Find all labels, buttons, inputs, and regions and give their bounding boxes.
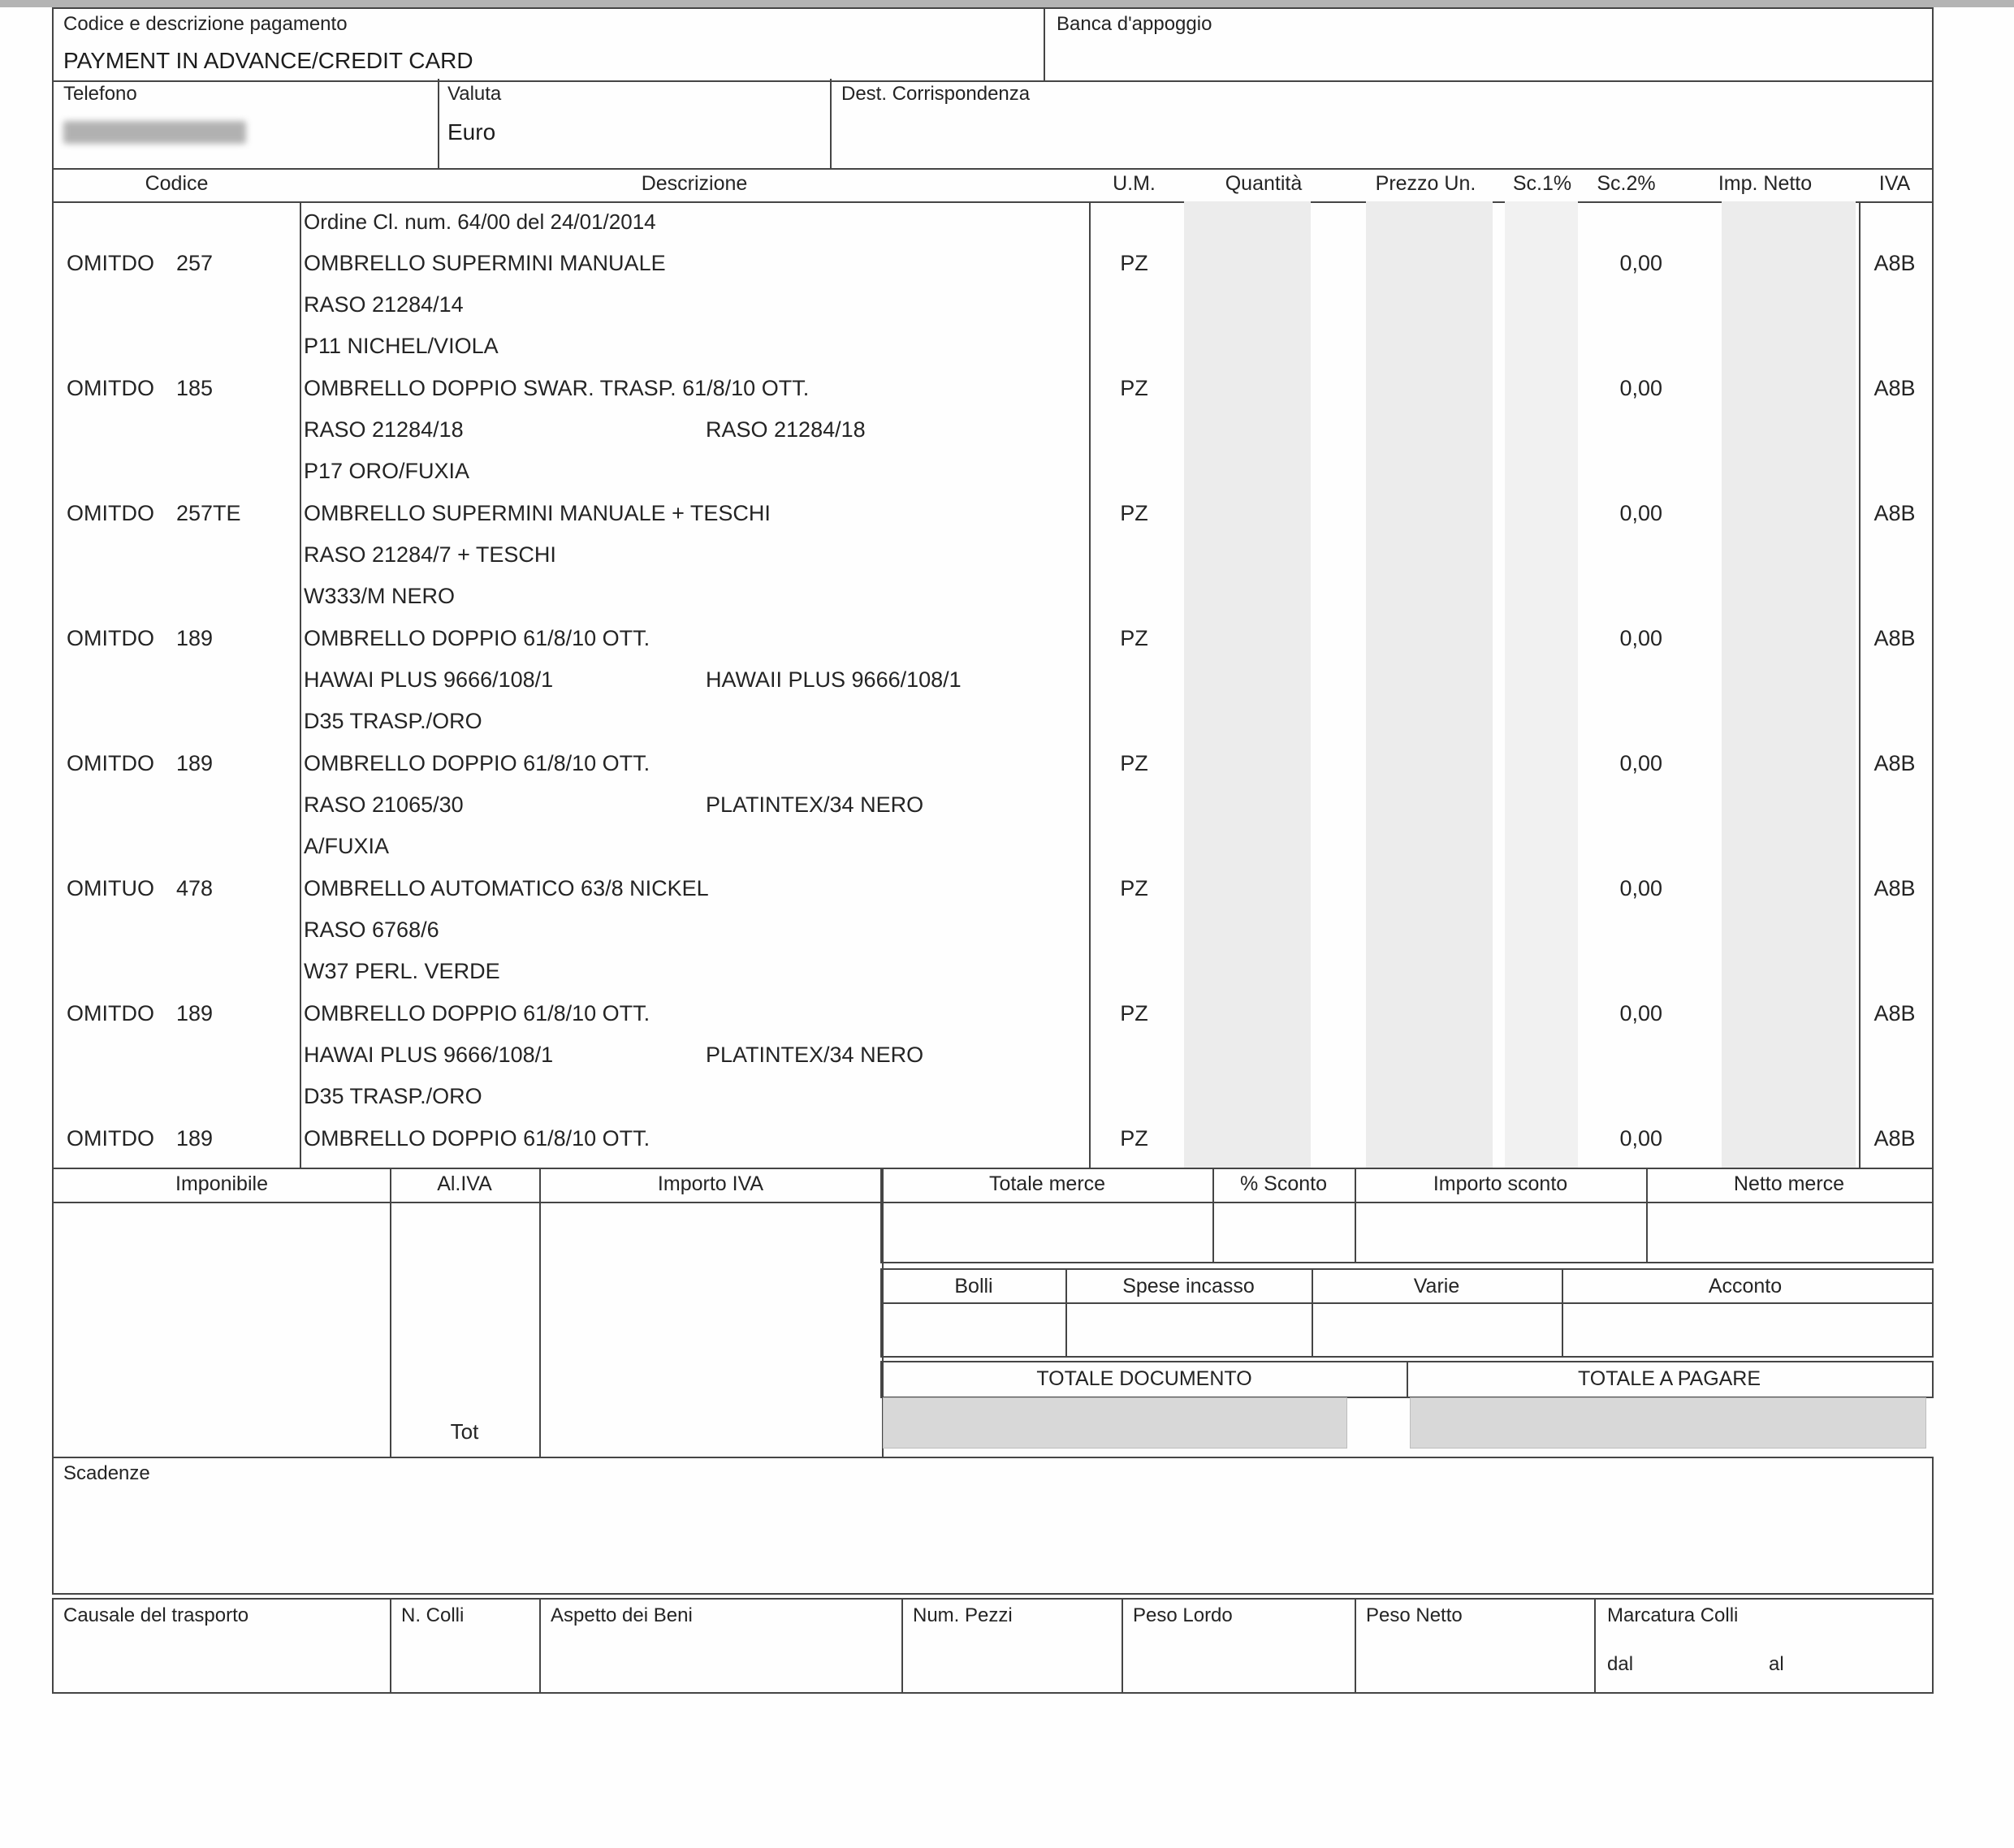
tot-label: Tot: [450, 1419, 479, 1444]
payment-value: PAYMENT IN ADVANCE/CREDIT CARD: [63, 48, 473, 73]
marcatura-label: Marcatura Colli: [1607, 1604, 1739, 1626]
item-iva: A8B: [1874, 251, 1916, 275]
item-um: PZ: [1120, 876, 1148, 900]
charges-row-header: [880, 1268, 1934, 1304]
column-header-imp-netto: Imp. Netto: [1718, 172, 1813, 195]
currency-value: Euro: [447, 119, 496, 145]
netto-merce-label: Netto merce: [1733, 1172, 1845, 1195]
item-iva: A8B: [1874, 751, 1916, 775]
footer-divider-5: [1355, 1600, 1356, 1692]
item-code: [67, 493, 298, 534]
charges-divider-2: [1312, 1270, 1313, 1302]
charges-divider-3: [1562, 1270, 1563, 1302]
causale-label: Causale del trasporto: [63, 1604, 249, 1626]
charges-val-divider-1: [1065, 1301, 1067, 1356]
currency-label: Valuta: [447, 83, 502, 105]
item-desc-line1: OMBRELLO SUPERMINI MANUALE: [304, 251, 666, 275]
payment-section: [54, 9, 1044, 80]
item-iva: A8B: [1874, 626, 1916, 650]
bolli-label: Bolli: [954, 1275, 993, 1297]
totale-documento-value-redacted: [883, 1397, 1347, 1449]
item-code: [67, 1118, 298, 1159]
item-description: [304, 993, 1087, 1117]
item-iva: A8B: [1874, 876, 1916, 900]
order-note: Ordine Cl. num. 64/00 del 24/01/2014: [304, 209, 656, 234]
item-description: [304, 1118, 1087, 1160]
totale-a-pagare-label: TOTALE A PAGARE: [1577, 1367, 1761, 1390]
item-code-number: 189: [176, 626, 214, 650]
item-code-prefix: OMITDO: [67, 501, 154, 525]
payment-header-box: [52, 7, 1934, 82]
item-description: [304, 868, 1087, 992]
item-code: [67, 868, 298, 909]
bank-section: [1045, 9, 1932, 80]
item-iva: A8B: [1874, 1001, 1916, 1025]
item-description: [304, 618, 1087, 742]
column-header-quantita: Quantità: [1225, 172, 1303, 195]
item-um: PZ: [1120, 376, 1148, 400]
charges-val-divider-2: [1312, 1301, 1313, 1356]
totals-row-values: [880, 1202, 1934, 1263]
item-code-prefix: OMITDO: [67, 251, 154, 275]
item-um: PZ: [1120, 251, 1148, 275]
item-desc-line3: W333/M NERO: [304, 584, 456, 608]
currency-correspondence-divider: [830, 79, 832, 168]
varie-label: Varie: [1413, 1275, 1460, 1297]
item-desc-line2: RASO 21284/18: [304, 417, 464, 442]
grand-total-header: [880, 1361, 1934, 1398]
acconto-label: Acconto: [1708, 1275, 1783, 1297]
items-rows: [54, 243, 1932, 1160]
item-description: [304, 368, 1087, 492]
totals-divider-1: [1212, 1168, 1214, 1202]
transport-footer-box: [52, 1598, 1934, 1694]
item-sc2: 0,00: [1619, 626, 1662, 650]
item-code-number: 478: [176, 876, 214, 900]
importo-iva-label: Importo IVA: [657, 1172, 764, 1195]
item-code-number: 257: [176, 251, 214, 275]
item-desc-line2: RASO 21284/7 + TESCHI: [304, 542, 556, 567]
column-header-codice: Codice: [145, 172, 209, 195]
item-sc2: 0,00: [1619, 751, 1662, 775]
bank-label: Banca d'appoggio: [1057, 13, 1212, 35]
footer-divider-6: [1594, 1600, 1596, 1692]
item-um: PZ: [1120, 751, 1148, 775]
item-code: [67, 618, 298, 659]
item-desc-line2-right: PLATINTEX/34 NERO: [706, 792, 924, 817]
item-code-number: 189: [176, 751, 214, 775]
column-header-um: U.M.: [1113, 172, 1156, 195]
charges-row-values: [880, 1301, 1934, 1358]
al-label: al: [1769, 1653, 1784, 1675]
pezzi-label: Num. Pezzi: [913, 1604, 1013, 1626]
item-desc-line1: OMBRELLO DOPPIO 61/8/10 OTT.: [304, 1001, 650, 1025]
item-desc-line3: D35 TRASP./ORO: [304, 1084, 482, 1108]
item-desc-line2-right: PLATINTEX/34 NERO: [706, 1043, 924, 1067]
totals-val-divider-1: [1212, 1202, 1214, 1262]
item-iva: A8B: [1874, 501, 1916, 525]
aliva-importoiva-divider: [539, 1168, 541, 1457]
phone-currency-divider: [438, 79, 439, 168]
spese-incasso-label: Spese incasso: [1122, 1275, 1255, 1297]
item-desc-line2: RASO 21284/14: [304, 292, 464, 317]
peso-lordo-label: Peso Lordo: [1133, 1604, 1233, 1626]
dal-label: dal: [1607, 1653, 1634, 1675]
item-desc-line2: HAWAI PLUS 9666/108/1: [304, 1043, 554, 1067]
item-desc-line2: HAWAI PLUS 9666/108/1: [304, 667, 554, 692]
column-header-prezzo-un: Prezzo Un.: [1375, 172, 1476, 195]
sconto-pct-label: % Sconto: [1239, 1172, 1327, 1195]
column-header-iva: IVA: [1878, 172, 1911, 195]
scadenze-label: Scadenze: [63, 1462, 150, 1484]
phone-value-redacted: [63, 121, 246, 144]
column-header-descrizione: Descrizione: [641, 172, 748, 195]
item-um: PZ: [1120, 501, 1148, 525]
grand-total-divider: [1407, 1362, 1408, 1397]
tax-summary-box: [52, 1168, 884, 1457]
item-description: [304, 493, 1087, 617]
item-desc-line2: RASO 21065/30: [304, 792, 464, 817]
item-code-prefix: OMITDO: [67, 1126, 154, 1151]
totals-divider-2: [1355, 1168, 1356, 1202]
item-desc-line2-right: HAWAII PLUS 9666/108/1: [706, 667, 962, 692]
item-code: [67, 743, 298, 784]
item-code: [67, 243, 298, 284]
totale-a-pagare-value-redacted: [1410, 1397, 1926, 1449]
item-desc-line1: OMBRELLO SUPERMINI MANUALE + TESCHI: [304, 501, 771, 525]
column-header-sc2: Sc.2%: [1597, 172, 1656, 195]
footer-divider-3: [901, 1600, 903, 1692]
colli-label: N. Colli: [401, 1604, 465, 1626]
item-um: PZ: [1120, 1126, 1148, 1151]
items-table-body: [52, 201, 1934, 1169]
footer-divider-1: [390, 1600, 391, 1692]
aliva-label: Al.IVA: [437, 1172, 492, 1195]
item-row: [54, 368, 1932, 493]
charges-divider-1: [1065, 1270, 1067, 1302]
item-row: [54, 868, 1932, 993]
totale-documento-label: TOTALE DOCUMENTO: [1036, 1367, 1252, 1390]
item-desc-line3: A/FUXIA: [304, 834, 390, 858]
totals-divider-3: [1646, 1168, 1648, 1202]
item-um: PZ: [1120, 1001, 1148, 1025]
contact-header-box: [52, 79, 1934, 170]
item-code-number: 189: [176, 1001, 214, 1025]
item-desc-line1: OMBRELLO DOPPIO 61/8/10 OTT.: [304, 1126, 650, 1151]
item-code-prefix: OMITDO: [67, 376, 154, 400]
item-description: [304, 243, 1087, 367]
item-sc2: 0,00: [1619, 876, 1662, 900]
peso-netto-label: Peso Netto: [1366, 1604, 1463, 1626]
totals-val-divider-2: [1355, 1202, 1356, 1262]
item-code-number: 189: [176, 1126, 214, 1151]
correspondence-label: Dest. Corrispondenza: [841, 83, 1031, 105]
item-description: [304, 743, 1087, 867]
column-header-sc1: Sc.1%: [1512, 172, 1572, 195]
aspetto-label: Aspetto dei Beni: [551, 1604, 693, 1626]
totals-row-header: [880, 1168, 1934, 1203]
item-sc2: 0,00: [1619, 1001, 1662, 1025]
phone-label: Telefono: [63, 83, 137, 105]
item-code: [67, 993, 298, 1034]
item-desc-line1: OMBRELLO DOPPIO SWAR. TRASP. 61/8/10 OTT.: [304, 376, 810, 400]
item-row: [54, 743, 1932, 868]
charges-val-divider-3: [1562, 1301, 1563, 1356]
item-row: [54, 493, 1932, 618]
totals-val-divider-3: [1646, 1202, 1648, 1262]
item-code-number: 185: [176, 376, 214, 400]
tax-summary-header: [54, 1168, 882, 1203]
item-desc-line3: W37 PERL. VERDE: [304, 959, 500, 983]
item-code: [67, 368, 298, 409]
item-desc-line2-right: RASO 21284/18: [706, 417, 866, 442]
item-iva: A8B: [1874, 1126, 1916, 1151]
scan-top-strip: [0, 0, 2014, 7]
item-desc-line1: OMBRELLO DOPPIO 61/8/10 OTT.: [304, 626, 650, 650]
item-sc2: 0,00: [1619, 501, 1662, 525]
item-code-prefix: OMITDO: [67, 1001, 154, 1025]
item-code-prefix: OMITDO: [67, 751, 154, 775]
item-desc-line1: OMBRELLO AUTOMATICO 63/8 NICKEL: [304, 876, 709, 900]
items-table-header: [52, 168, 1934, 203]
item-code-prefix: OMITUO: [67, 876, 154, 900]
item-row: [54, 1118, 1932, 1160]
imponibile-label: Imponibile: [175, 1172, 268, 1195]
item-desc-line2: RASO 6768/6: [304, 918, 439, 942]
item-desc-line3: D35 TRASP./ORO: [304, 709, 482, 733]
totale-merce-label: Totale merce: [988, 1172, 1106, 1195]
footer-divider-2: [539, 1600, 541, 1692]
item-desc-line1: OMBRELLO DOPPIO 61/8/10 OTT.: [304, 751, 650, 775]
imponibile-aliva-divider: [390, 1168, 391, 1457]
item-row: [54, 993, 1932, 1118]
item-sc2: 0,00: [1619, 376, 1662, 400]
importo-sconto-label: Importo sconto: [1433, 1172, 1568, 1195]
footer-divider-4: [1122, 1600, 1123, 1692]
item-row: [54, 243, 1932, 368]
item-desc-line3: P17 ORO/FUXIA: [304, 459, 470, 483]
item-code-prefix: OMITDO: [67, 626, 154, 650]
item-code-number: 257TE: [176, 501, 241, 525]
item-sc2: 0,00: [1619, 251, 1662, 275]
item-sc2: 0,00: [1619, 1126, 1662, 1151]
payment-label: Codice e descrizione pagamento: [63, 13, 348, 35]
item-um: PZ: [1120, 626, 1148, 650]
item-row: [54, 618, 1932, 743]
item-desc-line3: P11 NICHEL/VIOLA: [304, 334, 499, 358]
item-iva: A8B: [1874, 376, 1916, 400]
scadenze-box: [52, 1457, 1934, 1595]
